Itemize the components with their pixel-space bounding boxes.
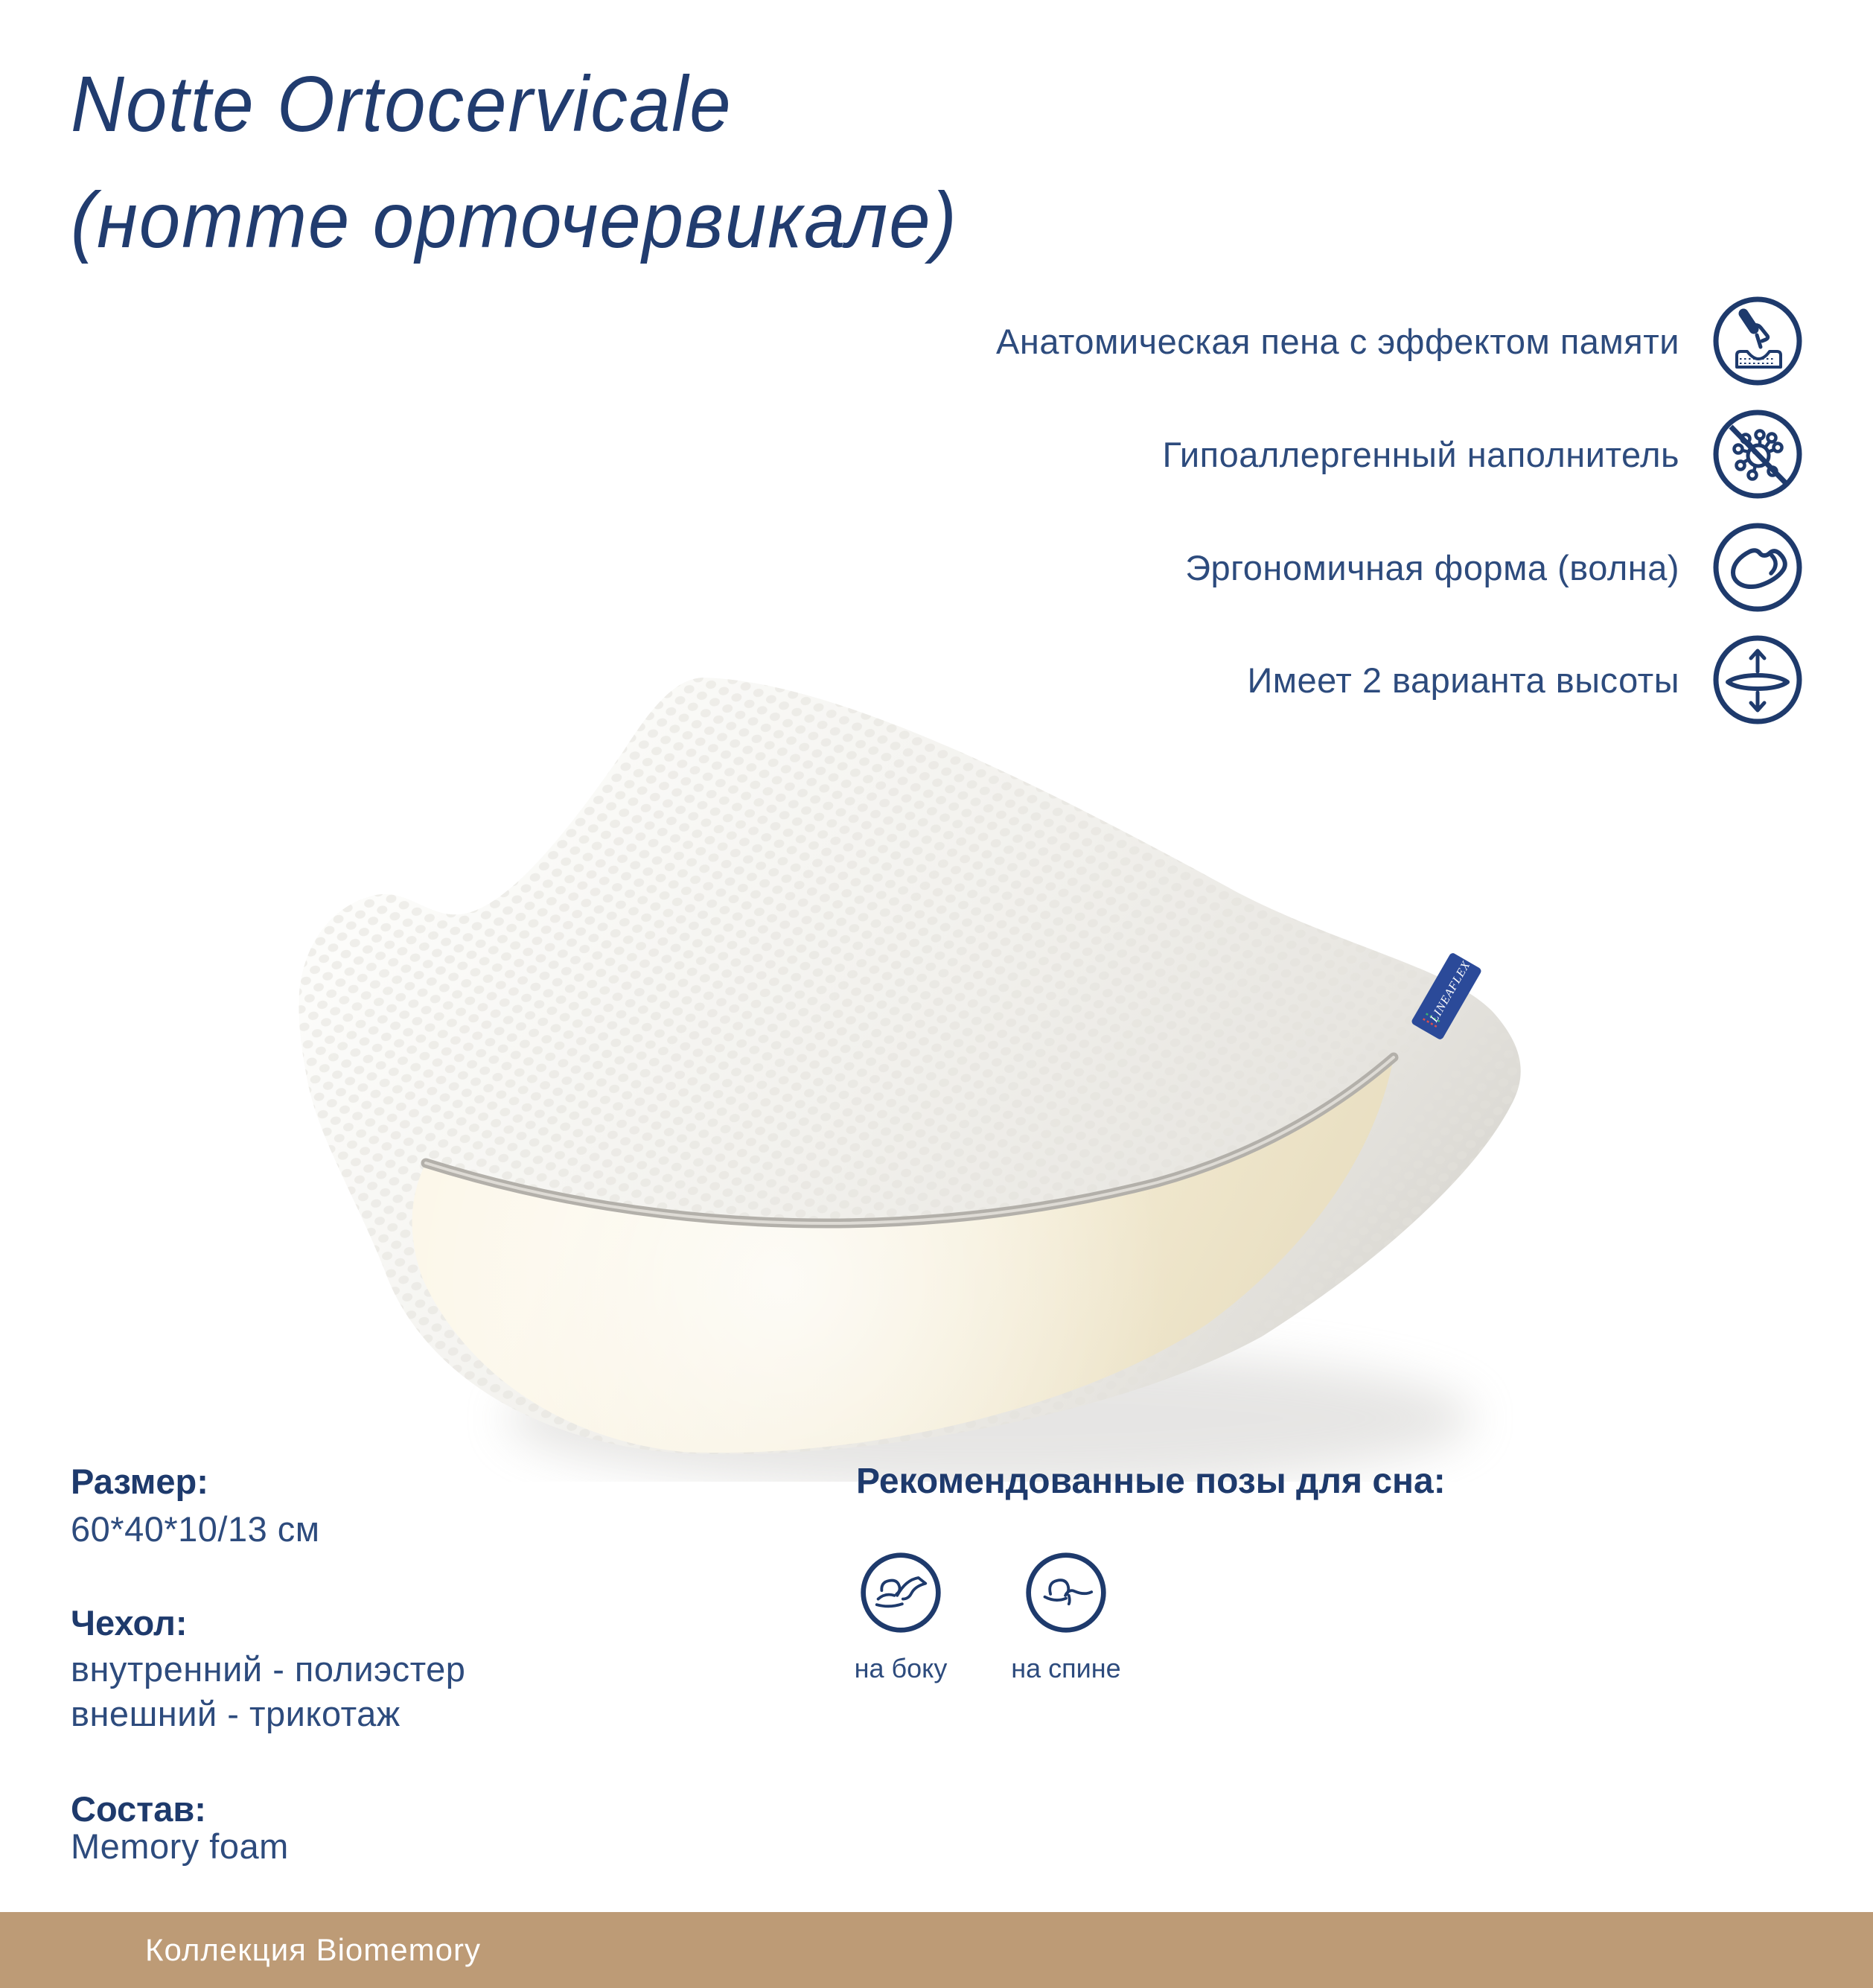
page-title: [71, 46, 958, 278]
side-sleeper-icon: [858, 1550, 943, 1635]
pose-label-side: на боку: [854, 1653, 948, 1683]
title-line-1: Notte Ortocervicale: [71, 60, 733, 148]
title-line-2: (нотте орточервикале): [71, 176, 958, 264]
feature-label: Имеет 2 варианта высоты: [1247, 660, 1679, 700]
spec-size-label: Размер:: [71, 1462, 208, 1501]
spec-cover-label: Чехол:: [71, 1603, 188, 1643]
pose-label-back: на спине: [1011, 1653, 1121, 1683]
pillow-image: [268, 655, 1556, 1482]
feature-hypoallergenic: [1163, 409, 1803, 500]
spec-composition-label: Состав:: [71, 1789, 206, 1829]
feature-wave-shape: [1185, 522, 1803, 613]
poses-heading: Рекомендованные позы для сна:: [856, 1462, 1446, 1501]
spec-size-value: 60*40*10/13 см: [71, 1509, 320, 1549]
feature-label: Гипоаллергенный наполнитель: [1162, 434, 1679, 474]
spec-cover-value-inner: внутренний - полиэстер: [71, 1649, 466, 1689]
brand-tag-label: LINEAFLEX: [1428, 958, 1473, 1025]
feature-memory-foam: [996, 296, 1803, 386]
spec-composition-value: Memory foam: [71, 1826, 289, 1866]
feature-label: Анатомическая пена с эффектом памяти: [996, 321, 1679, 361]
memory-foam-icon: [1712, 296, 1803, 386]
two-heights-icon: [1712, 634, 1803, 725]
spec-cover-value-outer: внешний - трикотаж: [71, 1694, 401, 1733]
wave-shape-icon: [1712, 522, 1803, 613]
back-sleeper-icon: [1024, 1550, 1108, 1635]
footer-bar: [0, 1912, 1873, 1988]
hypoallergenic-icon: [1712, 409, 1803, 500]
feature-label: Эргономичная форма (волна): [1185, 547, 1679, 587]
footer-collection-text: Коллекция Biomemory: [145, 1932, 481, 1967]
